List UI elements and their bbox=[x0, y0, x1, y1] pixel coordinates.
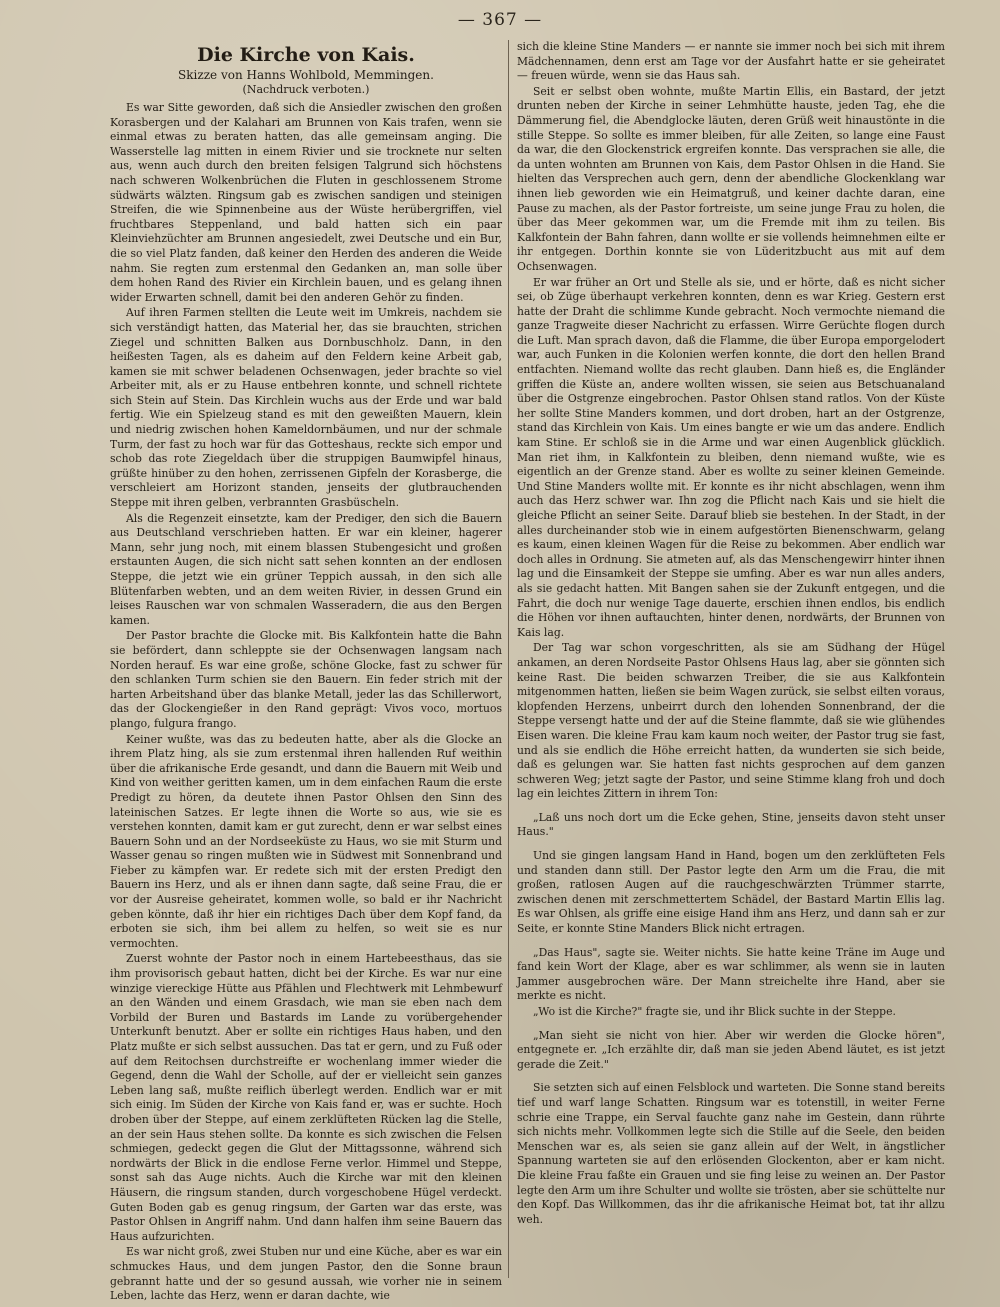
spacer bbox=[517, 937, 945, 946]
paragraph: Seit er selbst oben wohnte, mußte Martin Ellis, ein Bastard, der jetzt drunten neben der Kirche in seiner Lehmhütte hauste, jeden Tag, ehe die Dämmerung fiel, die Abendglocke läuten, deren Grüß weit hinaustönte in die stille Steppe. So sollte es immer bleiben, für alle Zeiten, so lange eine Faust da war, die den Glockenstrick ergreifen konnte. Das versprachen sie alle, die da unten wohnten am Brunnen von Kais, dem Pastor Ohlsen in die Hand. Sie hielten das Versprechen auch gern, denn der abendliche Glockenklang war ihnen lieb geworden wie ein Heimatgruß, und keiner dachte daran, eine Pause zu machen, als der Pastor fortreiste, um seine junge Frau zu holen, die über das Meer gekommen war, um die Fremde mit ihm zu teilen. Bis Kalkfontein der Bahn fahren, dann wollte er sie vollends heimnehmen eilte er ihr entgegen. Dorthin konnte sie von Lüderitzbucht aus mit auf dem Ochsenwagen. bbox=[517, 84, 945, 273]
paragraph: Er war früher an Ort und Stelle als sie, und er hörte, daß es nicht sicher sei, ob Züge überhaupt verkehren konnten, denn es war Krieg. Gestern erst hatte der Draht die schlimme Kunde gebracht. Noch vermochte niemand die ganze Tragweite dieser Nachricht zu erfassen. Wirre Gerüchte flogen durch die Luft. Man sprach davon, daß die Flamme, die über Europa emporgelodert war, auch Funken in die Kolonien werfen konnte, die dort den hellen Brand entfachten. Niemand wollte das recht glauben. Dann hieß es, die Engländer griffen die Küste an, andere wollten wissen, sie seien aus Betschuanaland über die Ostgrenze eingebrochen. Pastor Ohlsen stand ratlos. Von der Küste her sollte Stine Manders kommen, und dort droben, hart an der Ostgrenze, stand das Kirchlein von Kais. Um eines bangte er wie um das andere. Endlich kam Stine. Er schloß sie in die Arme und war einen Augenblick glücklich. Man riet ihm, in Kalkfontein zu bleiben, denn niemand wußte, wie es eigentlich an der Grenze stand. Aber es wollte zu seiner kleinen Gemeinde. Und Stine Manders wollte mit. Er konnte es ihr nicht abschlagen, wenn ihm auch das Herz schwer war. Ihn zog die Pflicht nach Kais und sie hielt die gleiche Pflicht an seiner Seite. Darauf blieb sie bestehen. In der Stadt, in der alles durcheinander stob wie in einem aufgestörten Bienenschwarm, gelang es kaum, einen kleinen Wagen für die Reise zu bekommen. Aber endlich war doch alles in Ordnung. Sie atmeten auf, als das Menschengewirr hinter ihnen lag und die Einsamkeit der Steppe sie umfing. Aber es war nun alles anders, als sie gedacht hatten. Mit Bangen sahen sie der Zukunft entgegen, und die Fahrt, die doch nur wenige Tage dauerte, erschien ihnen endlos, bis endlich die Höhen vor ihnen auftauchten, hinter denen, nordwärts, der Brunnen von Kais lag. bbox=[517, 275, 945, 639]
article-byline: Skizze von Hanns Wohlbold, Memmingen. bbox=[178, 68, 434, 82]
spacer bbox=[517, 802, 945, 811]
column-divider bbox=[508, 40, 509, 1278]
paragraph: sich die kleine Stine Manders — er nannte sie immer noch bei sich mit ihrem Mädchennamen, denn erst am Tage vor der Ausfahrt hatte er sie geheiratet — freuen würde, wenn sie das Haus sah. bbox=[517, 40, 945, 83]
reprint-note: (Nachdruck verboten.) bbox=[242, 83, 370, 96]
paragraph: Und sie gingen langsam Hand in Hand, bogen um den zerklüfteten Fels und standen dann still. Der Pastor legte den Arm um die Frau, die mit großen, ratlosen Augen auf die rauchgeschwärzten Trümmer starrte, zwischen denen mit zerschmettertem Schädel, der Bastard Martin Ellis lag. Es war Ohlsen, als griffe eine eisige Hand ihm ans Herz, und dann sah er zur Seite, er konnte Stine Manders Blick nicht ertragen. bbox=[517, 849, 945, 936]
paragraph: Als die Regenzeit einsetzte, kam der Prediger, den sich die Bauern aus Deutschland verschrieben hatten. Er war ein kleiner, hagerer Mann, sehr jung noch, mit einem blassen Stubengesicht und großen erstaunten Augen, die sich nicht satt sehen konnten an der endlosen Steppe, die jetzt wie ein grüner Teppich aussah, in den sich alle Blütenfarben webten, und an dem weiten Rivier, in dessen Grund ein leises Rauschen war von schmalen Wasseradern, die aus den Bergen kamen. bbox=[110, 511, 502, 627]
paragraph: Es war Sitte geworden, daß sich die Ansiedler zwischen den großen Korasbergen und der Kalahari am Brunnen von Kais trafen, wenn sie einmal etwas zu beraten hatten, das alle gemeinsam anging. Die Wasserstelle lag mitten in einem Rivier und sie trocknete nur selten aus, wenn auch durch den breiten felsigen Talgrund sich höchstens nach schweren Wolkenbrüchen die Fluten in geschlossenem Strome südwärts wälzten. Ringsum gab es zwischen sandigen und steinigen Streifen, die wie Spinnenbeine aus der Wüste herübergriffen, viel fruchtbares Steppenland, und bald hatten sich ein paar Kleinviehzüchter am Brunnen angesiedelt, zwei Deutsche und ein Bur, die so viel Platz fanden, daß keiner den Herden des anderen die Weide nahm. Sie regten zum erstenmal den Gedanken an, man solle über dem hohen Rand des Rivier ein Kirchlein bauen, und es gelang ihnen wider Erwarten schnell, damit bei den anderen Gehör zu finden. bbox=[110, 101, 502, 304]
article-title: Die Kirche von Kais. bbox=[197, 44, 415, 66]
spacer bbox=[517, 1072, 945, 1081]
paragraph: Zuerst wohnte der Pastor noch in einem Hartebeesthaus, das sie ihm provisorisch gebaut hatten, dicht bei der Kirche. Es war nur eine winzige viereckige Hütte aus Pfählen und Flechtwerk mit Lehmbewurf an den Wänden und einem Grasdach, wie man sie eben nach dem Vorbild der Buren und Bastards im Lande zu vorübergehender Unterkunft benutzt. Aber er sollte ein richtiges Haus haben, und den Platz mußte er sich selbst aussuchen. Das tat er gern, und zu Fuß oder auf dem Reitochsen durchstreifte er wochenlang immer wieder die Gegend, denn die Wahl der Scholle, auf der er vielleicht sein ganzes Leben lang saß, mußte reiflich überlegt werden. Endlich war er mit sich einig. Im Süden der Kirche von Kais fand er, was er suchte. Hoch droben über der Steppe, auf einem zerklüfteten Rücken lag die Stelle, an der sein Haus stehen sollte. Da konnte es sich zwischen die Felsen schmiegen, gedeckt gegen die Glut der Mittagssonne, während sich nordwärts der Blick in die endlose Ferne verlor. Himmel und Steppe, sonst sah das Auge nichts. Auch die Kirche war mit den kleinen Häusern, die ringsum standen, durch vorgeschobene Hügel verdeckt. Guten Boden gab es genug ringsum, der Garten war das erste, was Pastor Ohlsen in Angriff nahm. Und dann halfen ihm seine Bauern das Haus aufzurichten. bbox=[110, 952, 502, 1243]
spacer bbox=[517, 840, 945, 849]
page-number: — 367 — bbox=[457, 10, 543, 30]
paragraph: Keiner wußte, was das zu bedeuten hatte, aber als die Glocke an ihrem Platz hing, als sie zum erstenmal ihren hallenden Ruf weithin über die afrikanische Erde gesandt, und dann die Bauern mit Weib und Kind von weither geritten kamen, um in dem einfachen Raum die erste Predigt zu hören, da deutete ihnen Pastor Ohlsen den Sinn des lateinischen Satzes. Er legte ihnen die Worte so aus, wie sie es verstehen konnten, damit kam er gut zurecht, denn er war selbst eines Bauern Sohn und an der Nordseeküste zu Haus, wo sie mit Sturm und Wasser genau so ringen mußten wie in Südwest mit Sonnenbrand und Fieber zu kämpfen war. Er redete sich mit der ersten Predigt den Bauern ins Herz, und als er ihnen dann sagte, daß seine Frau, die er vor der Ausreise geheiratet, kommen wolle, so bald er ihr Nachricht geben könnte, daß ihr hier ein richtiges Dach über dem Kopf fand, da erboten sie sich, ihm bei allem zu helfen, so weit sie es nur vermochten. bbox=[110, 732, 502, 950]
paragraph: „Man sieht sie nicht von hier. Aber wir werden die Glocke hören", entgegnete er. „Ich erzählte dir, daß man sie jeden Abend läutet, es ist jetzt gerade die Zeit." bbox=[517, 1028, 945, 1071]
left-column bbox=[110, 40, 502, 1304]
right-column bbox=[517, 40, 945, 1227]
paragraph: Sie setzten sich auf einen Felsblock und warteten. Die Sonne stand bereits tief und warf lange Schatten. Ringsum war es totenstill, in weiter Ferne schrie eine Trappe, ein Serval fauchte ganz nahe im Gestein, dann rührte sich nichts mehr. Vollkommen legte sich die Stille auf die Seele, den beiden Menschen war es, als seien sie ganz allein auf der Welt, in ängstlicher Spannung warteten sie auf den erlösenden Glockenton, aber er kam nicht. Die kleine Frau faßte ein Grauen und sie fing leise zu weinen an. Der Pastor legte den Arm um ihre Schulter und wollte sie trösten, aber sie schüttelte nur den Kopf. Das Willkommen, das ihr die afrikanische Heimat bot, tat ihr allzu weh. bbox=[517, 1081, 945, 1226]
spacer bbox=[517, 1020, 945, 1029]
paragraph: „Wo ist die Kirche?" fragte sie, und ihr Blick suchte in der Steppe. bbox=[533, 1005, 896, 1018]
paragraph: „Laß uns noch dort um die Ecke gehen, Stine, jenseits davon steht unser Haus." bbox=[517, 810, 945, 839]
paragraph: Auf ihren Farmen stellten die Leute weit im Umkreis, nachdem sie sich verständigt hatten, das Material her, das sie brauchten, strichen Ziegel und schnitten Balken aus Dornbuschholz. Dann, in den heißesten Tagen, als es daheim auf den Feldern keine Arbeit gab, kamen sie mit schwer beladenen Ochsenwagen, jeder brachte so viel Arbeiter mit, als er zu Hause entbehren konnte, und schnell richtete sich Stein auf Stein. Das Kirchlein wuchs aus der Erde und war bald fertig. Wie ein Spielzeug stand es mit den geweißten Mauern, klein und niedrig zwischen hohen Kameldornbäumen, und nur der schmale Turm, der fast zu hoch war für das Gotteshaus, reckte sich empor und schob das rote Ziegeldach über die struppigen Baumwipfel hinaus, grüßte hinüber zu den hohen, zerrissenen Gipfeln der Korasberge, die verschleiert am Horizont standen, jenseits der glutbrauchenden Steppe mit ihren gelben, verbrannten Grasbüscheln. bbox=[110, 306, 502, 510]
paragraph: Der Tag war schon vorgeschritten, als sie am Südhang der Hügel ankamen, an deren Nordseite Pastor Ohlsens Haus lag, aber sie gönnten sich keine Rast. Die beiden schwarzen Treiber, die sie aus Kalkfontein mitgenommen hatten, ließen sie beim Wagen zurück, sie selbst eilten voraus, klopfenden Herzens, unbeirrt durch den lohenden Sonnenbrand, der die Steppe versengt hatte und der auf die Steine flammte, daß sie wie glühendes Eisen waren. Die kleine Frau kam kaum noch weiter, der Pastor trug sie fast, und als sie endlich die Höhe erreicht hatten, da wunderten sie sich beide, daß es gelungen war. Sie hatten fast nichts gesprochen auf dem ganzen schweren Weg; jetzt sagte der Pastor, und seine Stimme klang froh und doch lag ein leichtes Zittern in ihrem Ton: bbox=[517, 641, 945, 801]
paragraph: Es war nicht groß, zwei Stuben nur und eine Küche, aber es war ein schmuckes Haus, und dem jungen Pastor, den die Sonne braun gebrannt hatte und der so gesund aussah, wie vorher nie in seinem Leben, lachte das Herz, wenn er daran dachte, wie bbox=[110, 1245, 502, 1303]
paragraph: „Das Haus", sagte sie. Weiter nichts. Sie hatte keine Träne im Auge und fand kein Wort der Klage, aber es war schlimmer, als wenn sie in lauten Jammer ausgebrochen wäre. Der Mann streichelte ihre Hand, aber sie merkte es nicht. bbox=[517, 945, 945, 1003]
paragraph: Der Pastor brachte die Glocke mit. Bis Kalkfontein hatte die Bahn sie befördert, dann schleppte sie der Ochsenwagen langsam nach Norden herauf. Es war eine große, schöne Glocke, fast zu schwer für den schlanken Turm schien sie den Bauern. Ein feder strich mit der harten Arbeitshand über das blanke Metall, jeder las das Schillerwort, das der Glockengießer in den Rand geprägt: Vivos voco, mortuos plango, fulgura frango. bbox=[110, 629, 502, 730]
